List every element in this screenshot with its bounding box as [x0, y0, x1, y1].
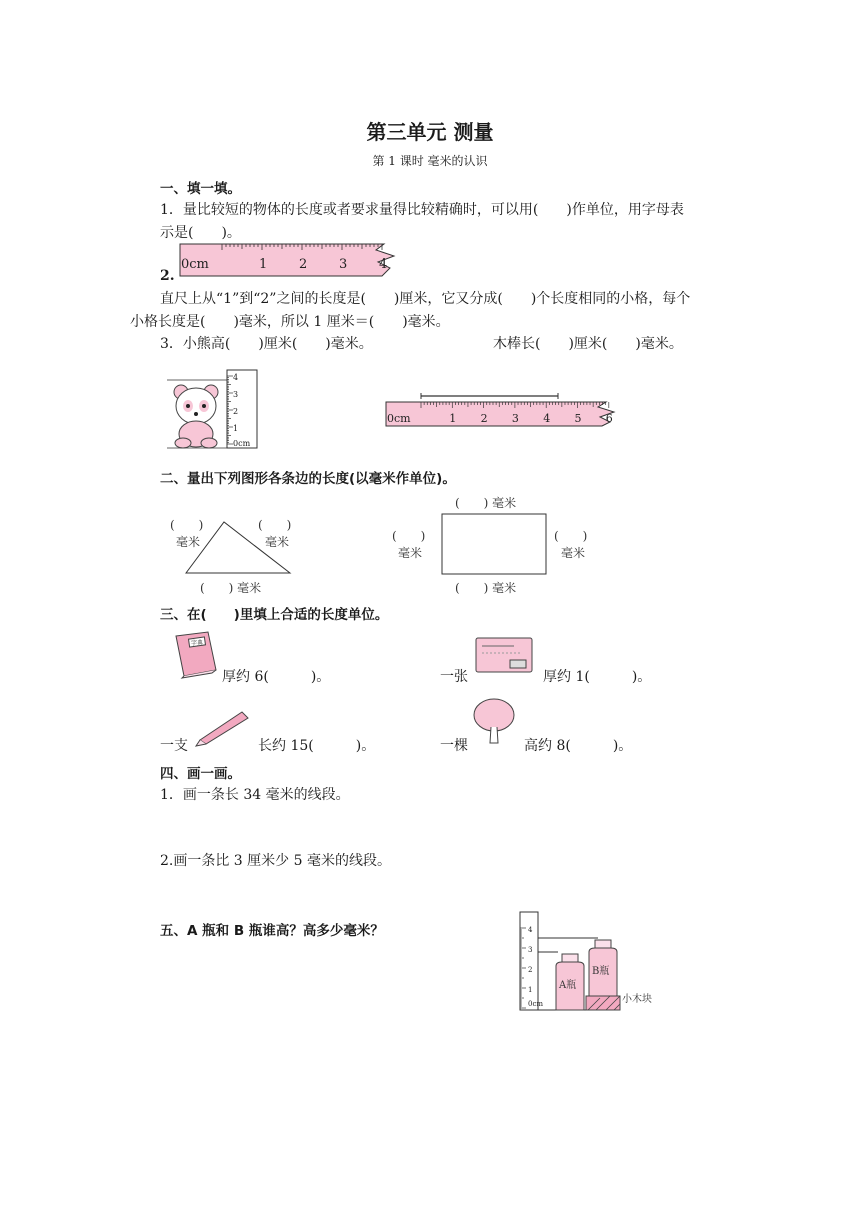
- ruler-stick-label: 3: [511, 412, 519, 425]
- ruler-stick-label: 1: [449, 412, 457, 425]
- ruler-bottle-label: 1: [528, 986, 533, 994]
- s1-q1-line2: 示是( )。: [160, 225, 241, 241]
- s1-q2-line1: 直尺上从“1”到“2”之间的长度是( )厘米，它又分成( )个长度相同的小格，每个: [160, 291, 691, 307]
- s4-q1: 1．画一条长 34 毫米的线段。: [160, 787, 350, 803]
- s3-item3: 长约 15( )。: [258, 738, 376, 754]
- ruler-bottle-label: 0cm: [528, 1000, 544, 1008]
- section-5-heading: 五、A 瓶和 B 瓶谁高？高多少毫米？: [160, 923, 384, 939]
- ruler-q2-icon: [178, 242, 400, 278]
- ruler-stick-label: 4: [543, 412, 551, 425]
- ruler-bear-label: 0cm: [233, 439, 251, 448]
- s1-q2-number: 2.: [160, 268, 175, 284]
- block-label: 小木块: [622, 994, 652, 1005]
- bottle-b-label: B瓶: [592, 966, 610, 977]
- page-title: 第三单元 测量: [366, 120, 494, 144]
- section-1-heading: 一、填一填。: [160, 181, 241, 197]
- rectangle-bottom-label: ( ) 毫米: [455, 581, 517, 595]
- s1-q2-line2: 小格长度是( )毫米，所以 1 厘米＝( )毫米。: [130, 314, 450, 330]
- ruler-bottle-label: 2: [528, 966, 533, 974]
- ruler-bear-label: 1: [233, 424, 239, 433]
- s3-item1: 厚约 6( )。: [222, 669, 331, 685]
- s1-q3-bear-text: 3．小熊高( )厘米( )毫米。: [160, 336, 373, 352]
- tree-icon: [470, 697, 518, 745]
- ruler-stick-label: 6: [605, 412, 613, 425]
- triangle-right-unit: 毫米: [265, 535, 290, 549]
- lesson-subtitle: 第 1 课时 毫米的认识: [372, 154, 488, 168]
- ruler-bear-label: 3: [233, 390, 239, 399]
- ruler-q2-label: 3: [339, 257, 348, 272]
- section-4-heading: 四、画一画。: [160, 766, 241, 782]
- triangle-left-unit: 毫米: [176, 535, 201, 549]
- ruler-stick-label: 0cm: [387, 412, 411, 425]
- dictionary-label: 字典: [191, 640, 204, 647]
- s3-item3-prefix: 一支: [160, 738, 188, 754]
- dictionary-icon: [172, 630, 220, 680]
- card-icon: [474, 636, 536, 676]
- s3-item4-prefix: 一棵: [440, 738, 468, 754]
- rectangle-top-label: ( ) 毫米: [455, 496, 517, 510]
- s1-q3-stick-text: 木棒长( )厘米( )毫米。: [493, 336, 683, 352]
- ruler-q2-label: 2: [299, 257, 308, 272]
- triangle-bottom-label: ( ) 毫米: [200, 581, 262, 595]
- rectangle-shape: [441, 513, 547, 575]
- ruler-bottle-label: 4: [528, 926, 533, 934]
- ruler-stick-label: 5: [574, 412, 582, 425]
- s4-q2: 2.画一条比 3 厘米少 5 毫米的线段。: [160, 853, 391, 869]
- bottles-diagram: [518, 910, 668, 1014]
- s3-item4: 高约 8( )。: [524, 738, 633, 754]
- ruler-q2-label: 4: [379, 257, 388, 272]
- rectangle-left-paren: ( ): [392, 529, 426, 543]
- rectangle-right-unit: 毫米: [561, 546, 586, 560]
- stick-with-ruler-icon: [384, 392, 620, 428]
- bottle-a-label: A瓶: [559, 980, 577, 991]
- ruler-bear-label: 4: [233, 373, 239, 382]
- s1-q1-line1: 1．量比较短的物体的长度或者要求量得比较精确时，可以用( )作单位，用字母表: [160, 202, 684, 218]
- triangle-left-paren: ( ): [170, 518, 204, 532]
- triangle-right-paren: ( ): [258, 518, 292, 532]
- section-3-heading: 三、在( )里填上合适的长度单位。: [160, 607, 389, 623]
- bear-with-ruler-icon: [165, 368, 265, 452]
- pencil-icon: [194, 706, 252, 746]
- ruler-q2-label: 1: [259, 257, 268, 272]
- ruler-stick-label: 2: [480, 412, 488, 425]
- s3-item2: 厚约 1( )。: [543, 669, 652, 685]
- rectangle-left-unit: 毫米: [398, 546, 423, 560]
- ruler-q2-label: 0cm: [181, 257, 209, 272]
- ruler-bottle-label: 3: [528, 946, 533, 954]
- section-2-heading: 二、量出下列图形各条边的长度(以毫米作单位)。: [160, 471, 456, 487]
- s3-item2-prefix: 一张: [440, 669, 468, 685]
- rectangle-right-paren: ( ): [554, 529, 588, 543]
- ruler-bear-label: 2: [233, 407, 239, 416]
